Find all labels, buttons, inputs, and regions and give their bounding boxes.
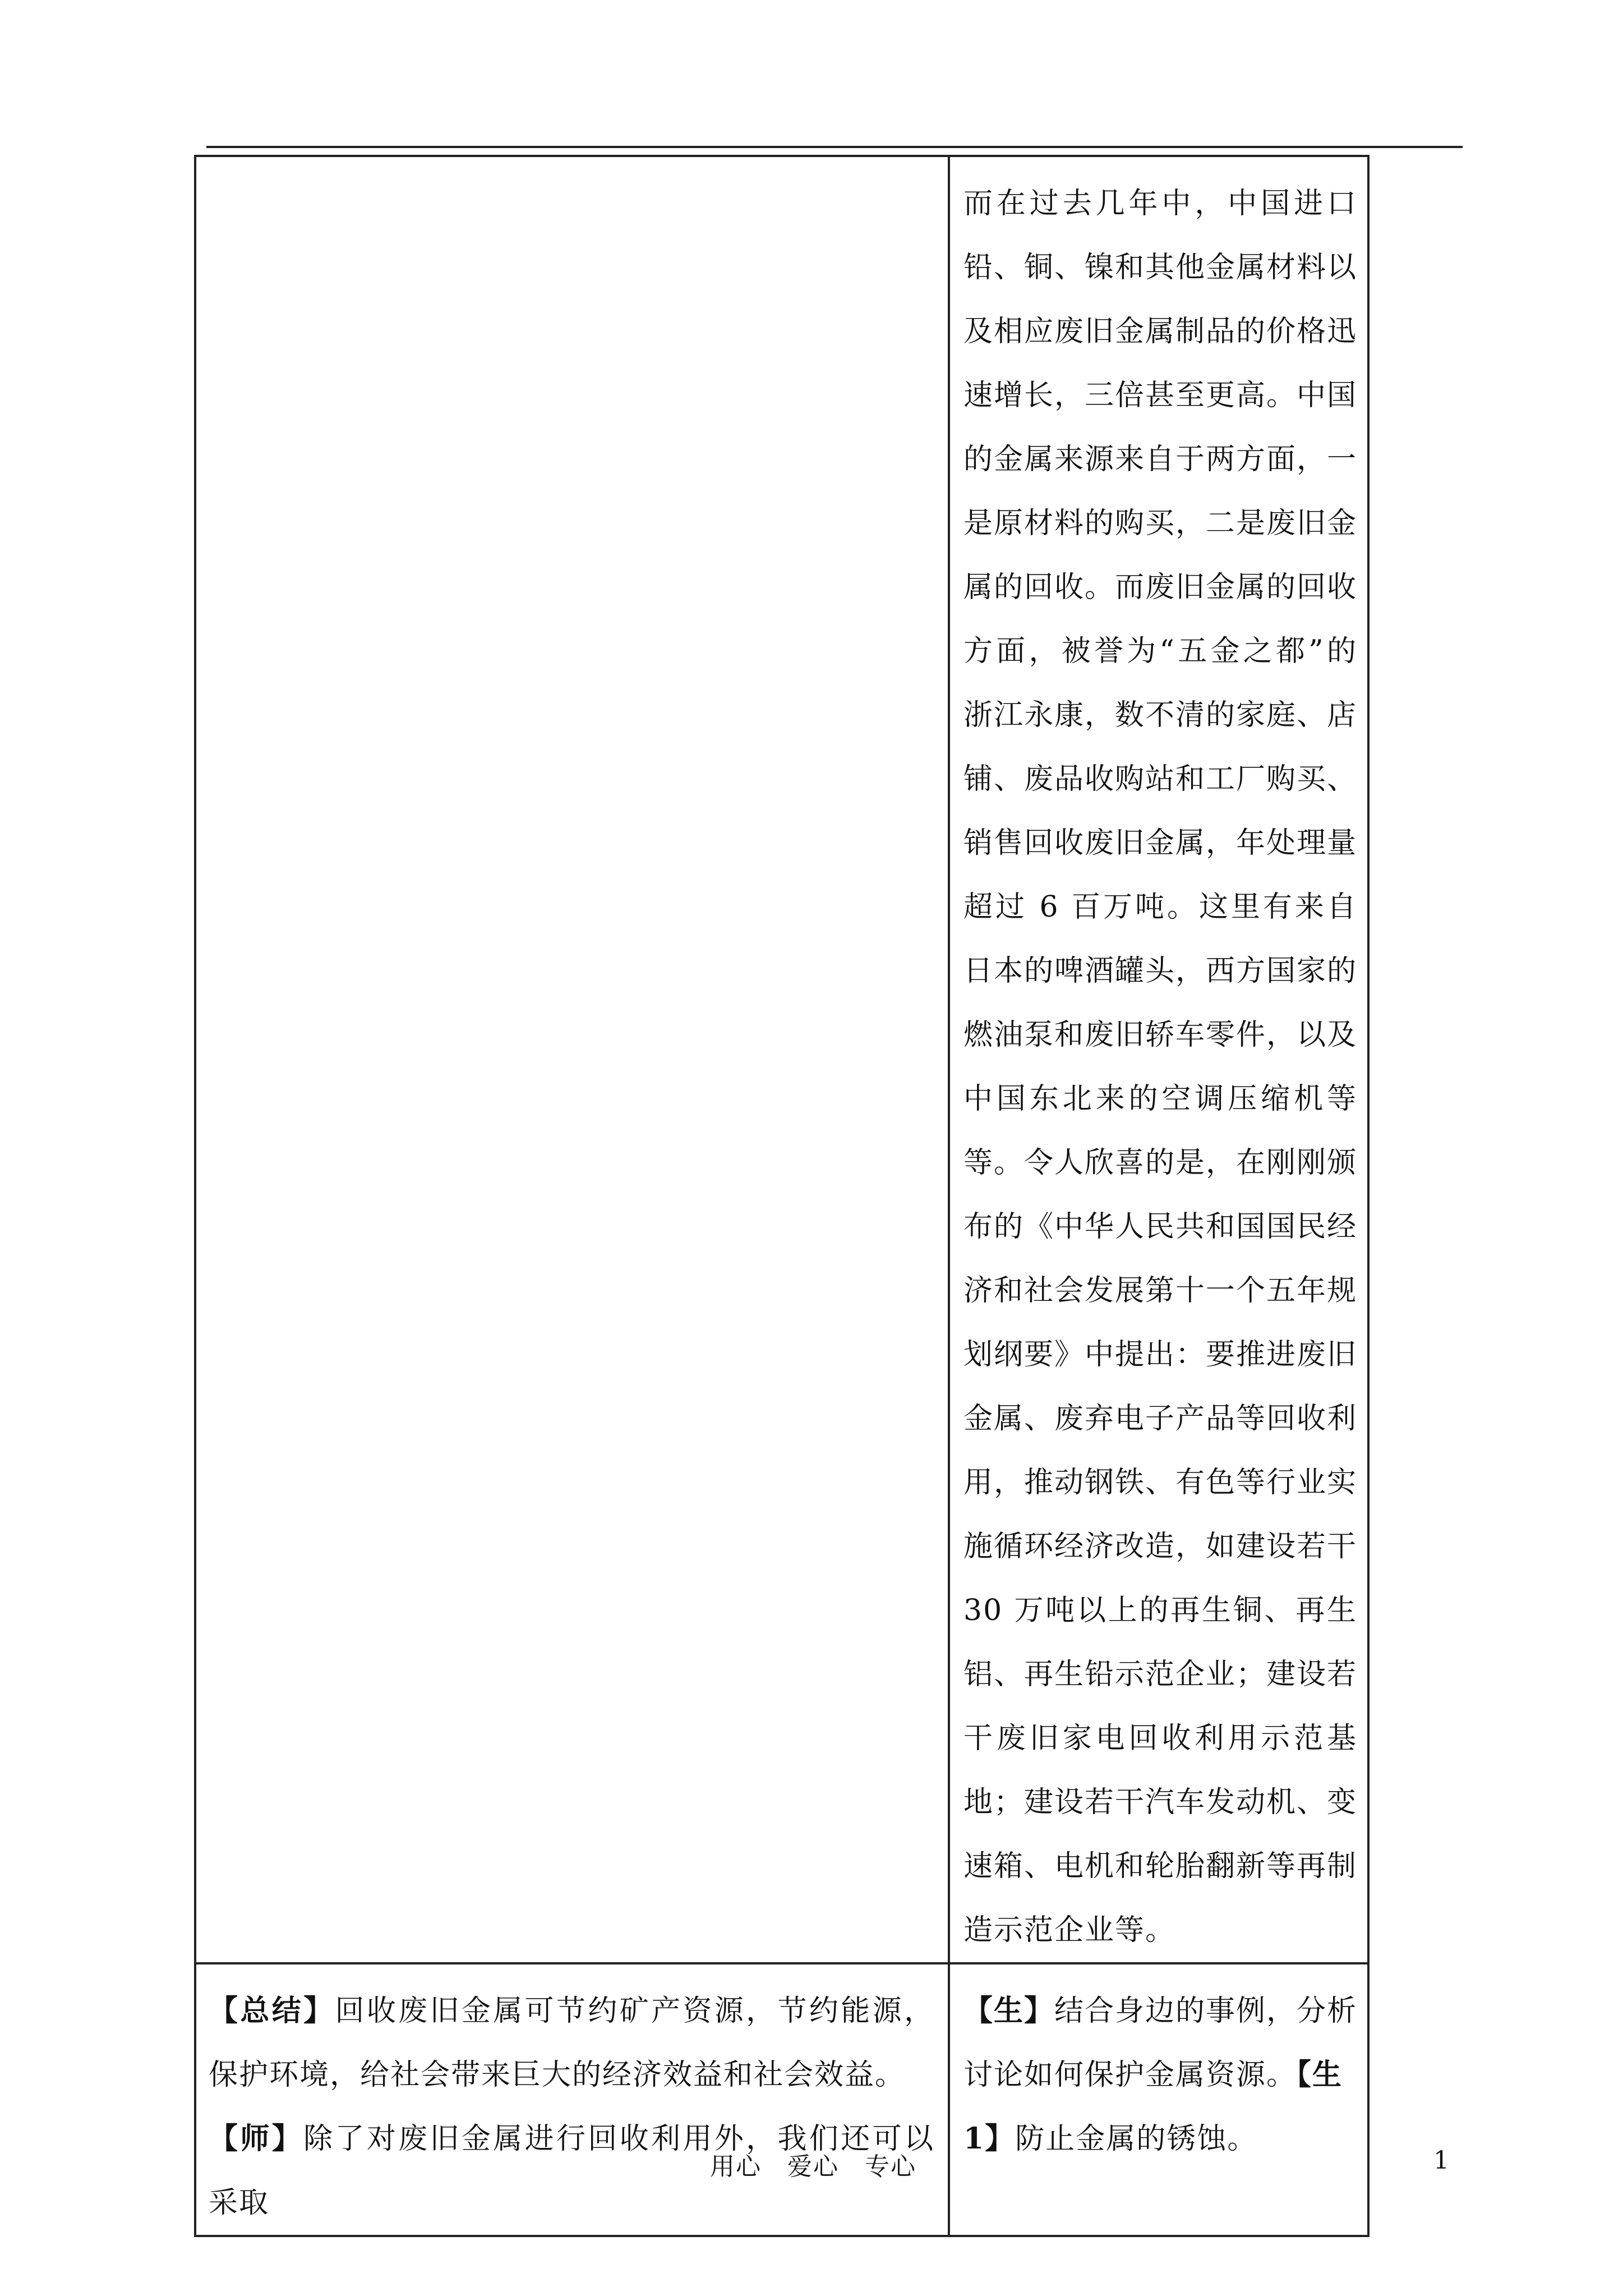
teacher-notes xyxy=(209,1979,934,2235)
student1-text: 防止金属的锈蚀。 xyxy=(1015,2122,1258,2156)
teacher-text: 除了对废旧金属进行回收利用外，我们还可以采取 xyxy=(209,2122,934,2220)
recycling-paragraph: 而在过去几年中，中国进口铅、铜、镍和其他金属材料以及相应废旧金属制品的价格迅速增长，三倍甚至更高。中国的金属来源来自于两方面，一是原材料的购买，二是废旧金属的回收。而废旧金属的回收方面，被誉为“五金之都”的浙江永康，数不清的家庭、店铺、废品收购站和工厂购买、销售回收废旧金属，年处理量超过 6 百万吨。这里有来自日本的啤酒罐头，西方国家的燃油泵和废旧轿车零件，以及中国东北来的空调压缩机等等。令人欣喜的是，在刚刚颁布的《中华人民共和国国民经济和社会发展第十一个五年规划纲要》中提出：要推进废旧金属、废弃电子产品等回收利用，推动钢铁、有色等行业实施循环经济改造，如建设若干 30 万吨以上的再生铜、再生铝、再生铅示范企业；建设若干废旧家电回收利用示范基地；建设若干汽车发动机、变速箱、电机和轮胎翻新等再制造示范企业等。 xyxy=(963,187,1358,1947)
student-tag: 【生】 xyxy=(963,1994,1055,2028)
page-number: 1 xyxy=(1433,2146,1449,2175)
table-cell-left xyxy=(195,1963,949,2236)
student-text: 结合身边的事例，分析讨论如何保护金属资源。 xyxy=(963,1994,1358,2092)
student-notes xyxy=(963,1979,1363,2171)
header-rule xyxy=(206,146,1463,148)
summary-paragraph xyxy=(209,1979,934,2107)
summary-text: 回收废旧金属可节约矿产资源，节约能源，保护环境，给社会带来巨大的经济效益和社会效益。 xyxy=(209,1994,934,2092)
summary-tag: 【总结】 xyxy=(209,1994,335,2028)
teacher-tag: 【师】 xyxy=(209,2122,304,2156)
table-cell-right xyxy=(949,1963,1368,2236)
table-cell-left-empty xyxy=(195,156,949,1963)
page-footer: 用心 爱心 专心 xyxy=(710,2152,916,2181)
table-cell-right xyxy=(949,156,1368,1963)
lesson-table xyxy=(194,155,1370,2237)
student1-tag: 【生 1】 xyxy=(963,2058,1343,2156)
table-row xyxy=(195,156,1368,1963)
table-row xyxy=(195,1963,1368,2236)
